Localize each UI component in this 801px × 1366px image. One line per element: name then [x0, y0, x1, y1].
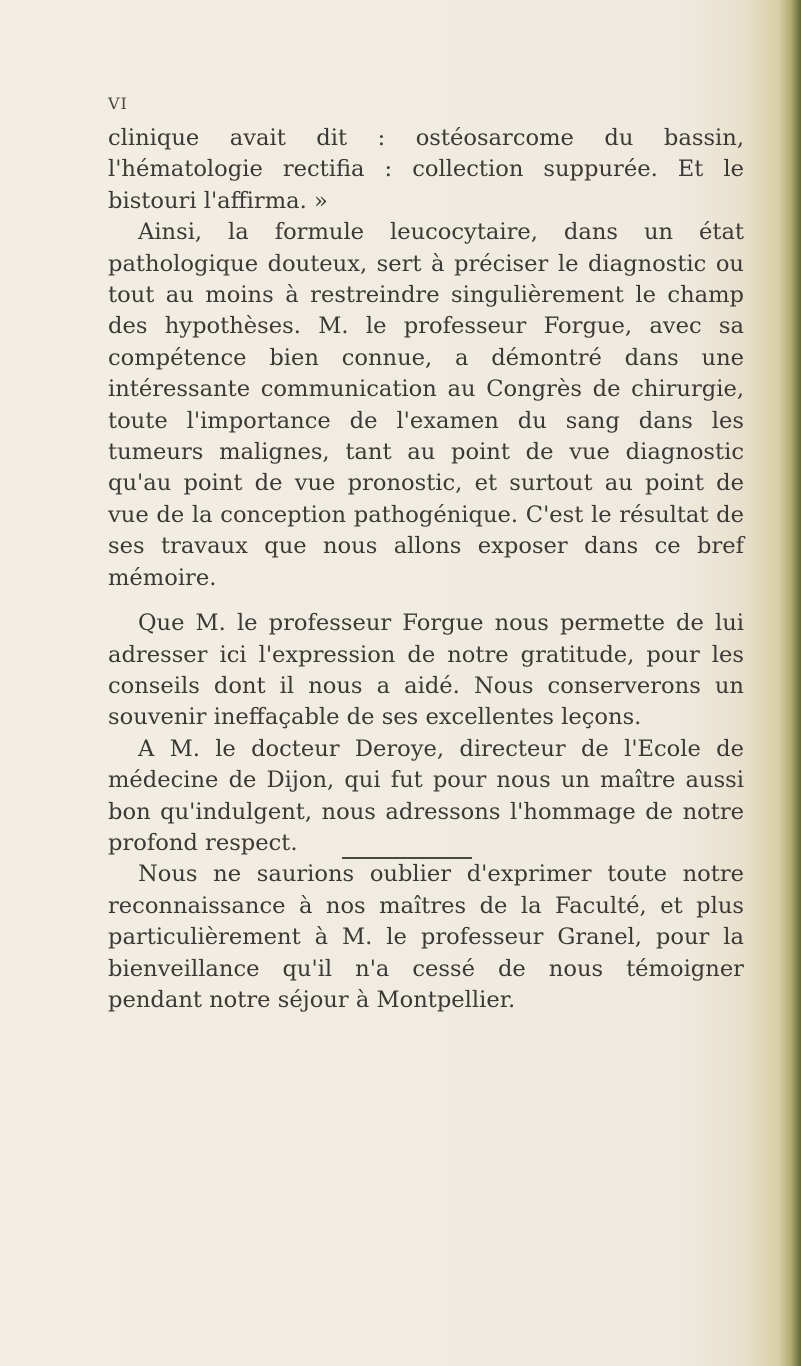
- section-divider: [342, 857, 472, 859]
- paragraph-formula: Ainsi, la formule leucocytaire, dans un état pathologique douteux, sert à préciser le diagnostic ou tout au moins à restreindre singulièrement le champ des hypothèses. M. le professeur Forgue, avec sa compétence bien connue, a démontré dans une intéressante communication au Congrès de chirurgie, toute l'importance de l'examen du sang dans les tumeurs malignes, tant au point de vue diagnostic qu'au point de vue pronostic, et surtout au point de vue de la conception pathogénique. C'est le résultat de ses travaux que nous allons exposer dans ce bref mémoire.: [108, 219, 744, 591]
- paragraph-continuation: clinique avait dit : ostéosarcome du bassin, l'hématologie rectifia : collection suppurée. Et le bistouri l'affirma. »: [108, 125, 744, 214]
- paragraph-thanks-deroye: A M. le docteur Deroye, directeur de l'Ecole de médecine de Dijon, qui fut pour nous un maître aussi bon qu'indulgent, nous adressons l'hommage de notre profond respect.: [108, 735, 744, 856]
- paragraph-thanks-forgue: Que M. le professeur Forgue nous permette de lui adresser ici l'expression de notre gratitude, pour les conseils dont il nous a aidé. Nous conserverons un souvenir ineffaçable de ses excellentes leçons.: [108, 610, 744, 731]
- body-text: [108, 123, 744, 1016]
- page-edge-shadow: [779, 0, 801, 1366]
- page-number: VI: [108, 94, 128, 113]
- paragraph-thanks-granel: Nous ne saurions oublier d'exprimer toute notre reconnaissance à nos maîtres de la Faculté, et plus particulièrement à M. le professeur Granel, pour la bienveillance qu'il n'a cessé de nous témoigner pendant notre séjour à Montpellier.: [108, 861, 744, 1013]
